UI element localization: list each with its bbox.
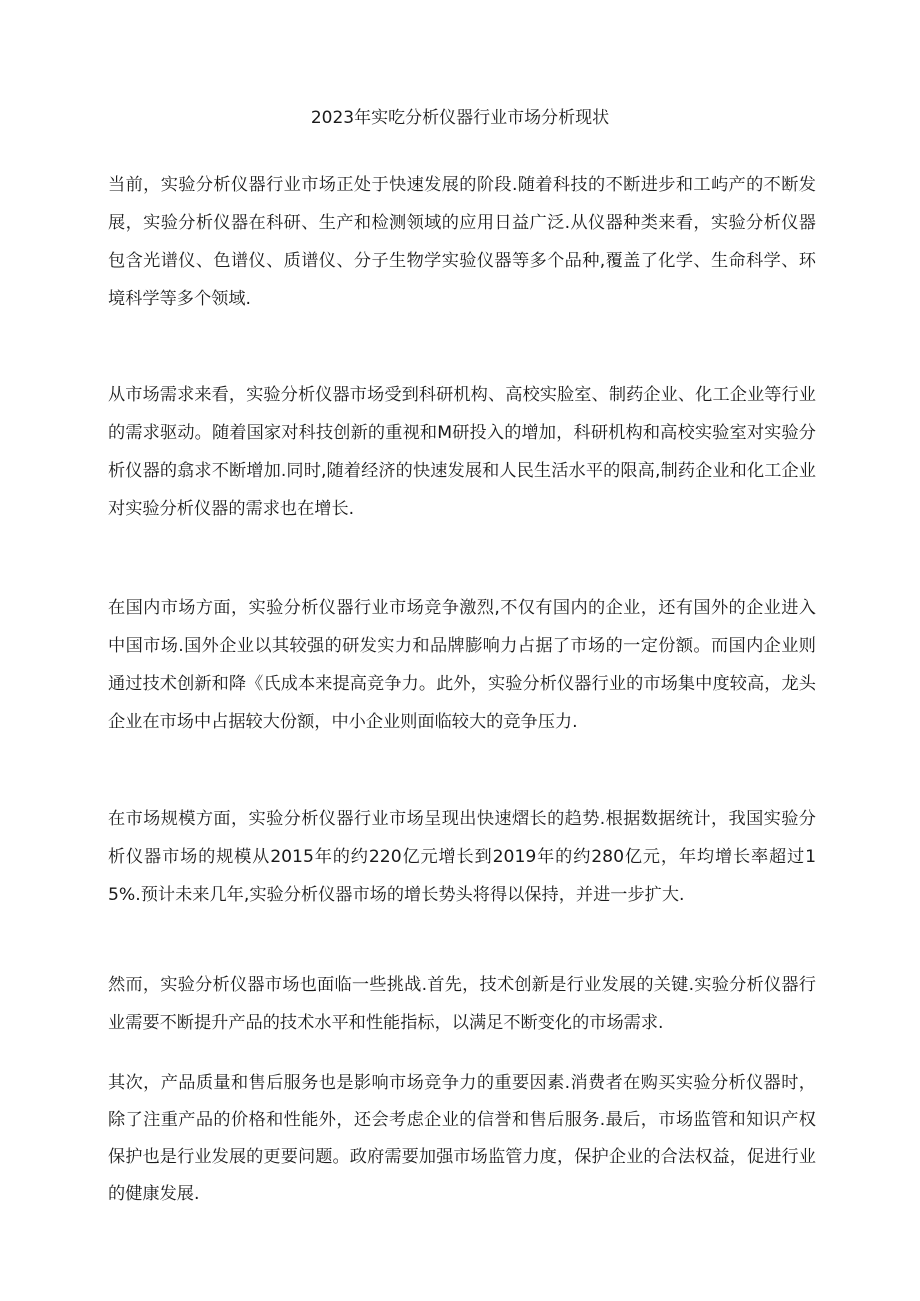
paragraph-market-size: 在市场规模方面，实验分析仪器行业市场呈现出快速熠长的趋势.根据数据统计，我国实验分析仪器市场的规模从2015年的约220亿元增长到2019年的约280亿元，年均增长率超过15%.预计未来几年,实验分析仪器市场的增长势头将得以保持，并进一步扩大. — [108, 809, 816, 905]
paragraph-domestic-market: 在国内市场方面，实验分析仪器行业市场竞争激烈,不仅有国内的企业，还有国外的企业进入中国市场.国外企业以其较强的研发实力和品牌膨响力占据了市场的一定份额。而国内企业则通过技术创新和降《氏成本来提高竞争力。此外，实验分析仪器行业的市场集中度较高，龙头企业在市场中占据较大份额，中小企业则面临较大的竞争压力. — [108, 598, 816, 732]
document-title: 2023年实吃分析仪器行业市场分析现状 — [310, 108, 610, 128]
paragraph-challenges: 然而，实验分析仪器市场也面临一些挑战.首先，技术创新是行业发展的关键.实验分析仪器行业需要不断提升产品的技术水平和性能指标，以满足不断变化的市场需求. — [108, 975, 816, 1033]
paragraph-market-demand: 从市场需求来看，实验分析仪器市场受到科研机构、高校实脸室、制药企业、化工企业等行业的需求驱动。随着国家对科技创新的重视和M研投入的增加，科研机构和高校实验室对实验分析仪器的翕求不断增加.同时,随着经济的快速发展和人民生活水平的限高,制药企业和化工企业对实验分析仪器的需求也在增长. — [108, 385, 816, 519]
paragraph-quality-service: 其次，产品质量和售后服务也是影响市场竞争力的重要因素.消费者在购买实验分析仪器时，除了注重产品的价格和性能外，还会考虑企业的信誉和售后服务.最后，市场监管和知识产权保护也是行业发展的更要问题。政府需要加强市场监管力度，保护企业的合法权益，促进行业的健康发展. — [108, 1073, 816, 1204]
paragraph-current-status: 当前，实验分析仪器行业市场正处于快速发展的阶段.随着科技的不断进步和工屿产的不断发展，实验分析仪器在科研、生产和检测领域的应用日益广泛.从仪器种类来看，实验分析仪器包含光谱仪、色谱仪、质谱仪、分子生物学实验仪器等多个品种,覆盖了化学、生命科学、环境科学等多个领域. — [108, 175, 816, 309]
